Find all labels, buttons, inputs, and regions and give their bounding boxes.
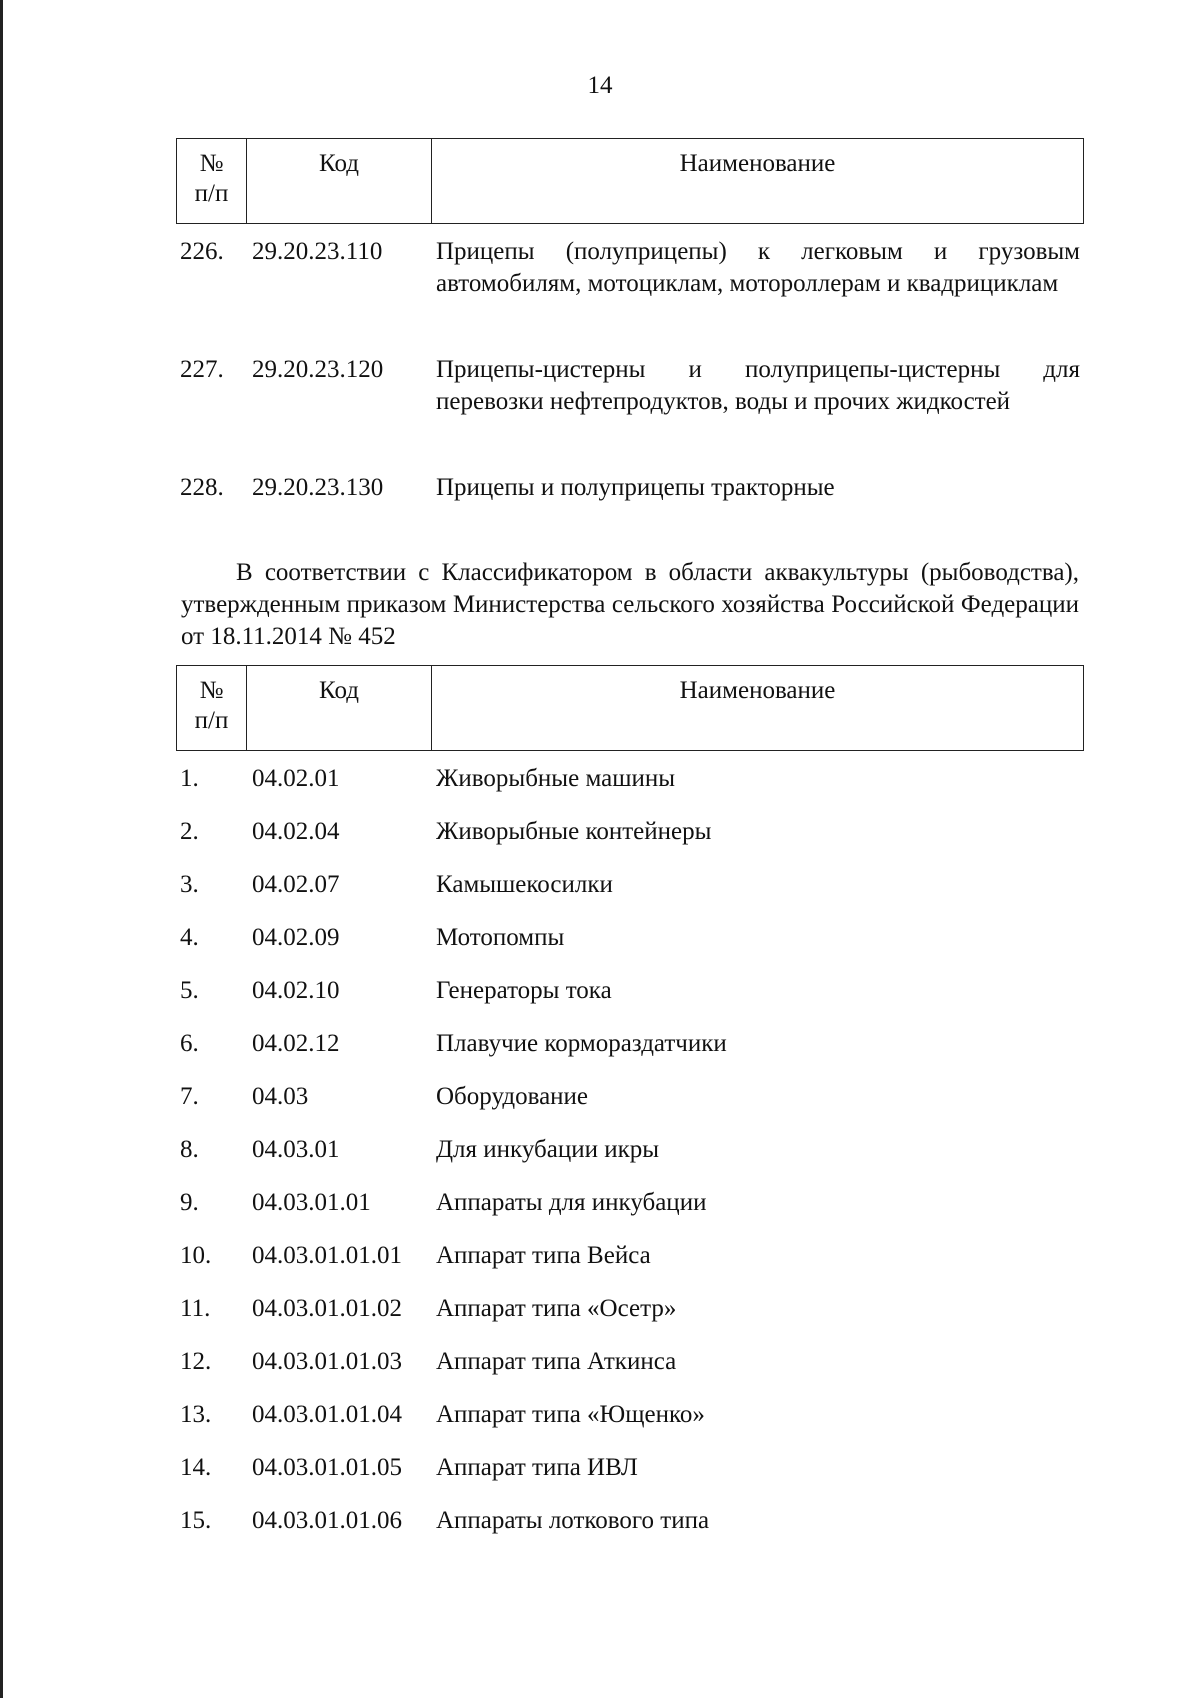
row-code: 04.03 — [252, 1083, 309, 1110]
row-code: 04.02.04 — [252, 818, 340, 845]
row-code: 04.03.01.01.03 — [252, 1348, 402, 1375]
row-code: 04.03.01.01.04 — [252, 1401, 402, 1428]
row-name: Плавучие кормораздатчики — [436, 1030, 727, 1057]
row-name: Живорыбные контейнеры — [436, 818, 712, 845]
row-name: Аппарат типа Аткинса — [436, 1348, 677, 1375]
row-code: 04.02.12 — [252, 1030, 340, 1057]
row-code: 04.03.01.01.06 — [252, 1507, 402, 1534]
row-name: Аппараты для инкубации — [436, 1189, 707, 1216]
row-code: 04.03.01.01 — [252, 1189, 371, 1216]
row-number: 13. — [180, 1401, 212, 1428]
table1-header-num: № п/п — [177, 139, 247, 223]
row-number: 226. — [180, 238, 224, 265]
row-number: 4. — [180, 924, 199, 951]
row-name: Камышекосилки — [436, 871, 613, 898]
table1-header-name: Наименование — [679, 150, 836, 177]
row-number: 3. — [180, 871, 199, 898]
row-name: Оборудование — [436, 1083, 589, 1110]
row-name: Аппараты лоткового типа — [436, 1507, 710, 1534]
row-number: 2. — [180, 818, 199, 845]
row-code: 04.02.01 — [252, 765, 340, 792]
row-number: 7. — [180, 1083, 199, 1110]
row-name: Прицепы (полуприцепы) к легковым и грузовым автомобилям, мотоциклам, мотороллерам и квадрициклам — [436, 238, 1080, 297]
row-name: Для инкубации икры — [436, 1136, 660, 1163]
row-number: 8. — [180, 1136, 199, 1163]
row-name: Аппарат типа Вейса — [436, 1242, 651, 1269]
row-name: Генераторы тока — [436, 977, 612, 1004]
row-name: Аппарат типа «Осетр» — [436, 1295, 677, 1322]
row-number: 227. — [180, 356, 224, 383]
row-code: 04.03.01.01.02 — [252, 1295, 402, 1322]
row-name: Прицепы-цистерны и полуприцепы-цистерны для перевозки нефтепродуктов, воды и прочих жидкостей — [436, 356, 1080, 415]
page-number: 14 — [587, 72, 613, 99]
row-number: 14. — [180, 1454, 212, 1481]
row-number: 228. — [180, 474, 224, 501]
row-number: 15. — [180, 1507, 212, 1534]
row-name: Мотопомпы — [436, 924, 565, 951]
row-code: 04.03.01 — [252, 1136, 340, 1163]
table2-header-code: Код — [247, 666, 432, 750]
row-number: 5. — [180, 977, 199, 1004]
row-code: 04.03.01.01.01 — [252, 1242, 402, 1269]
row-name: Аппарат типа ИВЛ — [436, 1454, 638, 1481]
row-name: Живорыбные машины — [436, 765, 676, 792]
table2-header — [176, 665, 1084, 751]
page-left-edge-line — [0, 0, 3, 1698]
row-name: Аппарат типа «Ющенко» — [436, 1401, 705, 1428]
row-code: 29.20.23.110 — [252, 238, 383, 265]
table2-header-num: № п/п — [177, 666, 247, 750]
table1-header — [176, 138, 1084, 224]
row-code: 04.02.09 — [252, 924, 340, 951]
row-number: 9. — [180, 1189, 199, 1216]
row-number: 1. — [180, 765, 199, 792]
row-code: 04.03.01.01.05 — [252, 1454, 402, 1481]
row-number: 12. — [180, 1348, 212, 1375]
row-code: 29.20.23.120 — [252, 356, 384, 383]
table1-header-code: Код — [247, 139, 432, 223]
row-number: 11. — [180, 1295, 211, 1322]
row-code: 04.02.10 — [252, 977, 340, 1004]
row-code: 04.02.07 — [252, 871, 340, 898]
row-name: Прицепы и полуприцепы тракторные — [436, 474, 835, 501]
row-number: 6. — [180, 1030, 199, 1057]
row-number: 10. — [180, 1242, 212, 1269]
table2-header-name: Наименование — [679, 677, 836, 704]
row-code: 29.20.23.130 — [252, 474, 384, 501]
intro-paragraph: В соответствии с Классификатором в области аквакультуры (рыбоводства), утвержденным приказом Министерства сельского хозяйства Российской Федерации от 18.11.2014 № 452 — [181, 559, 1079, 650]
